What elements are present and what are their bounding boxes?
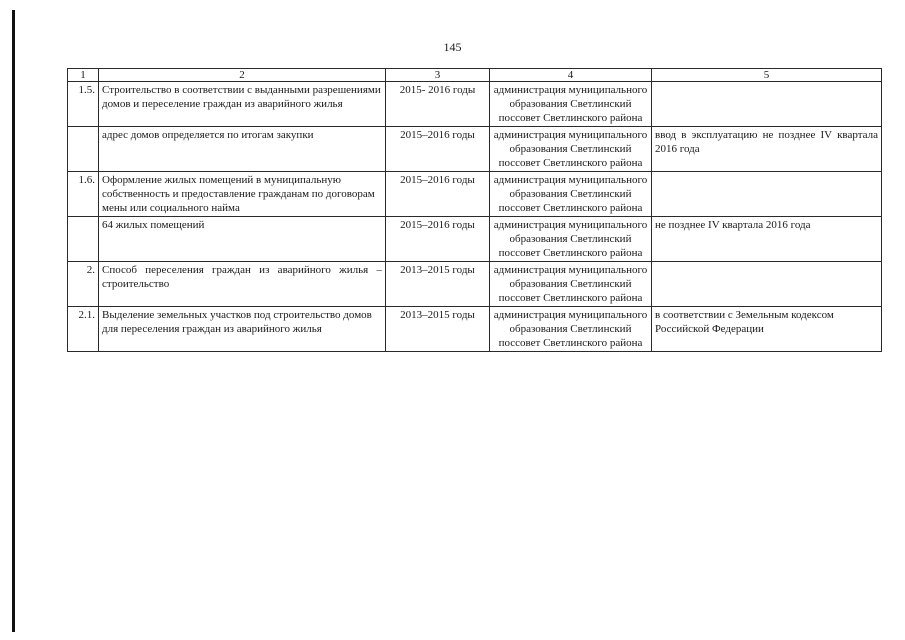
table-header-row [68, 69, 882, 82]
scan-edge-line [12, 10, 15, 632]
row-result [652, 82, 882, 127]
row-text: Оформление жилых помещений в муниципальную собственность и предоставление гражданам по договорам мены или социального найма [99, 172, 386, 217]
row-executor: администрация муниципального образования Светлинский поссовет Светлинского района [490, 172, 652, 217]
column-header: 1 [68, 69, 99, 82]
row-period: 2015- 2016 годы [386, 82, 490, 127]
table-row [68, 172, 882, 217]
row-text: 64 жилых помещений [99, 217, 386, 262]
column-header: 3 [386, 69, 490, 82]
document-table [67, 68, 882, 352]
row-period: 2013–2015 годы [386, 307, 490, 352]
row-result: ввод в эксплуатацию не позднее IV квартала 2016 года [652, 127, 882, 172]
row-executor: администрация муниципального образования Светлинский поссовет Светлинского района [490, 307, 652, 352]
row-period: 2015–2016 годы [386, 217, 490, 262]
row-number [68, 127, 99, 172]
row-executor: администрация муниципального образования Светлинский поссовет Светлинского района [490, 82, 652, 127]
column-header: 2 [99, 69, 386, 82]
row-number: 2.1. [68, 307, 99, 352]
row-result: не позднее IV квартала 2016 года [652, 217, 882, 262]
table-row [68, 262, 882, 307]
page-number: 145 [443, 40, 462, 54]
row-text: Способ переселения граждан из аварийного жилья – строительство [99, 262, 386, 307]
row-period: 2015–2016 годы [386, 127, 490, 172]
row-text: Выделение земельных участков под строительство домов для переселения граждан из аварийного жилья [99, 307, 386, 352]
row-number: 2. [68, 262, 99, 307]
row-text: адрес домов определяется по итогам закупки [99, 127, 386, 172]
row-executor: администрация муниципального образования Светлинский поссовет Светлинского района [490, 127, 652, 172]
table-row [68, 217, 882, 262]
column-header: 5 [652, 69, 882, 82]
row-result [652, 172, 882, 217]
row-number: 1.5. [68, 82, 99, 127]
row-result: в соответствии с Земельным кодексом Российской Федерации [652, 307, 882, 352]
table-row [68, 82, 882, 127]
row-number [68, 217, 99, 262]
row-period: 2015–2016 годы [386, 172, 490, 217]
column-header: 4 [490, 69, 652, 82]
row-text: Строительство в соответствии с выданными разрешениями домов и переселение граждан из аварийного жилья [99, 82, 386, 127]
table-row [68, 307, 882, 352]
row-executor: администрация муниципального образования Светлинский поссовет Светлинского района [490, 217, 652, 262]
row-result [652, 262, 882, 307]
table-row [68, 127, 882, 172]
row-period: 2013–2015 годы [386, 262, 490, 307]
row-number: 1.6. [68, 172, 99, 217]
row-executor: администрация муниципального образования Светлинский поссовет Светлинского района [490, 262, 652, 307]
